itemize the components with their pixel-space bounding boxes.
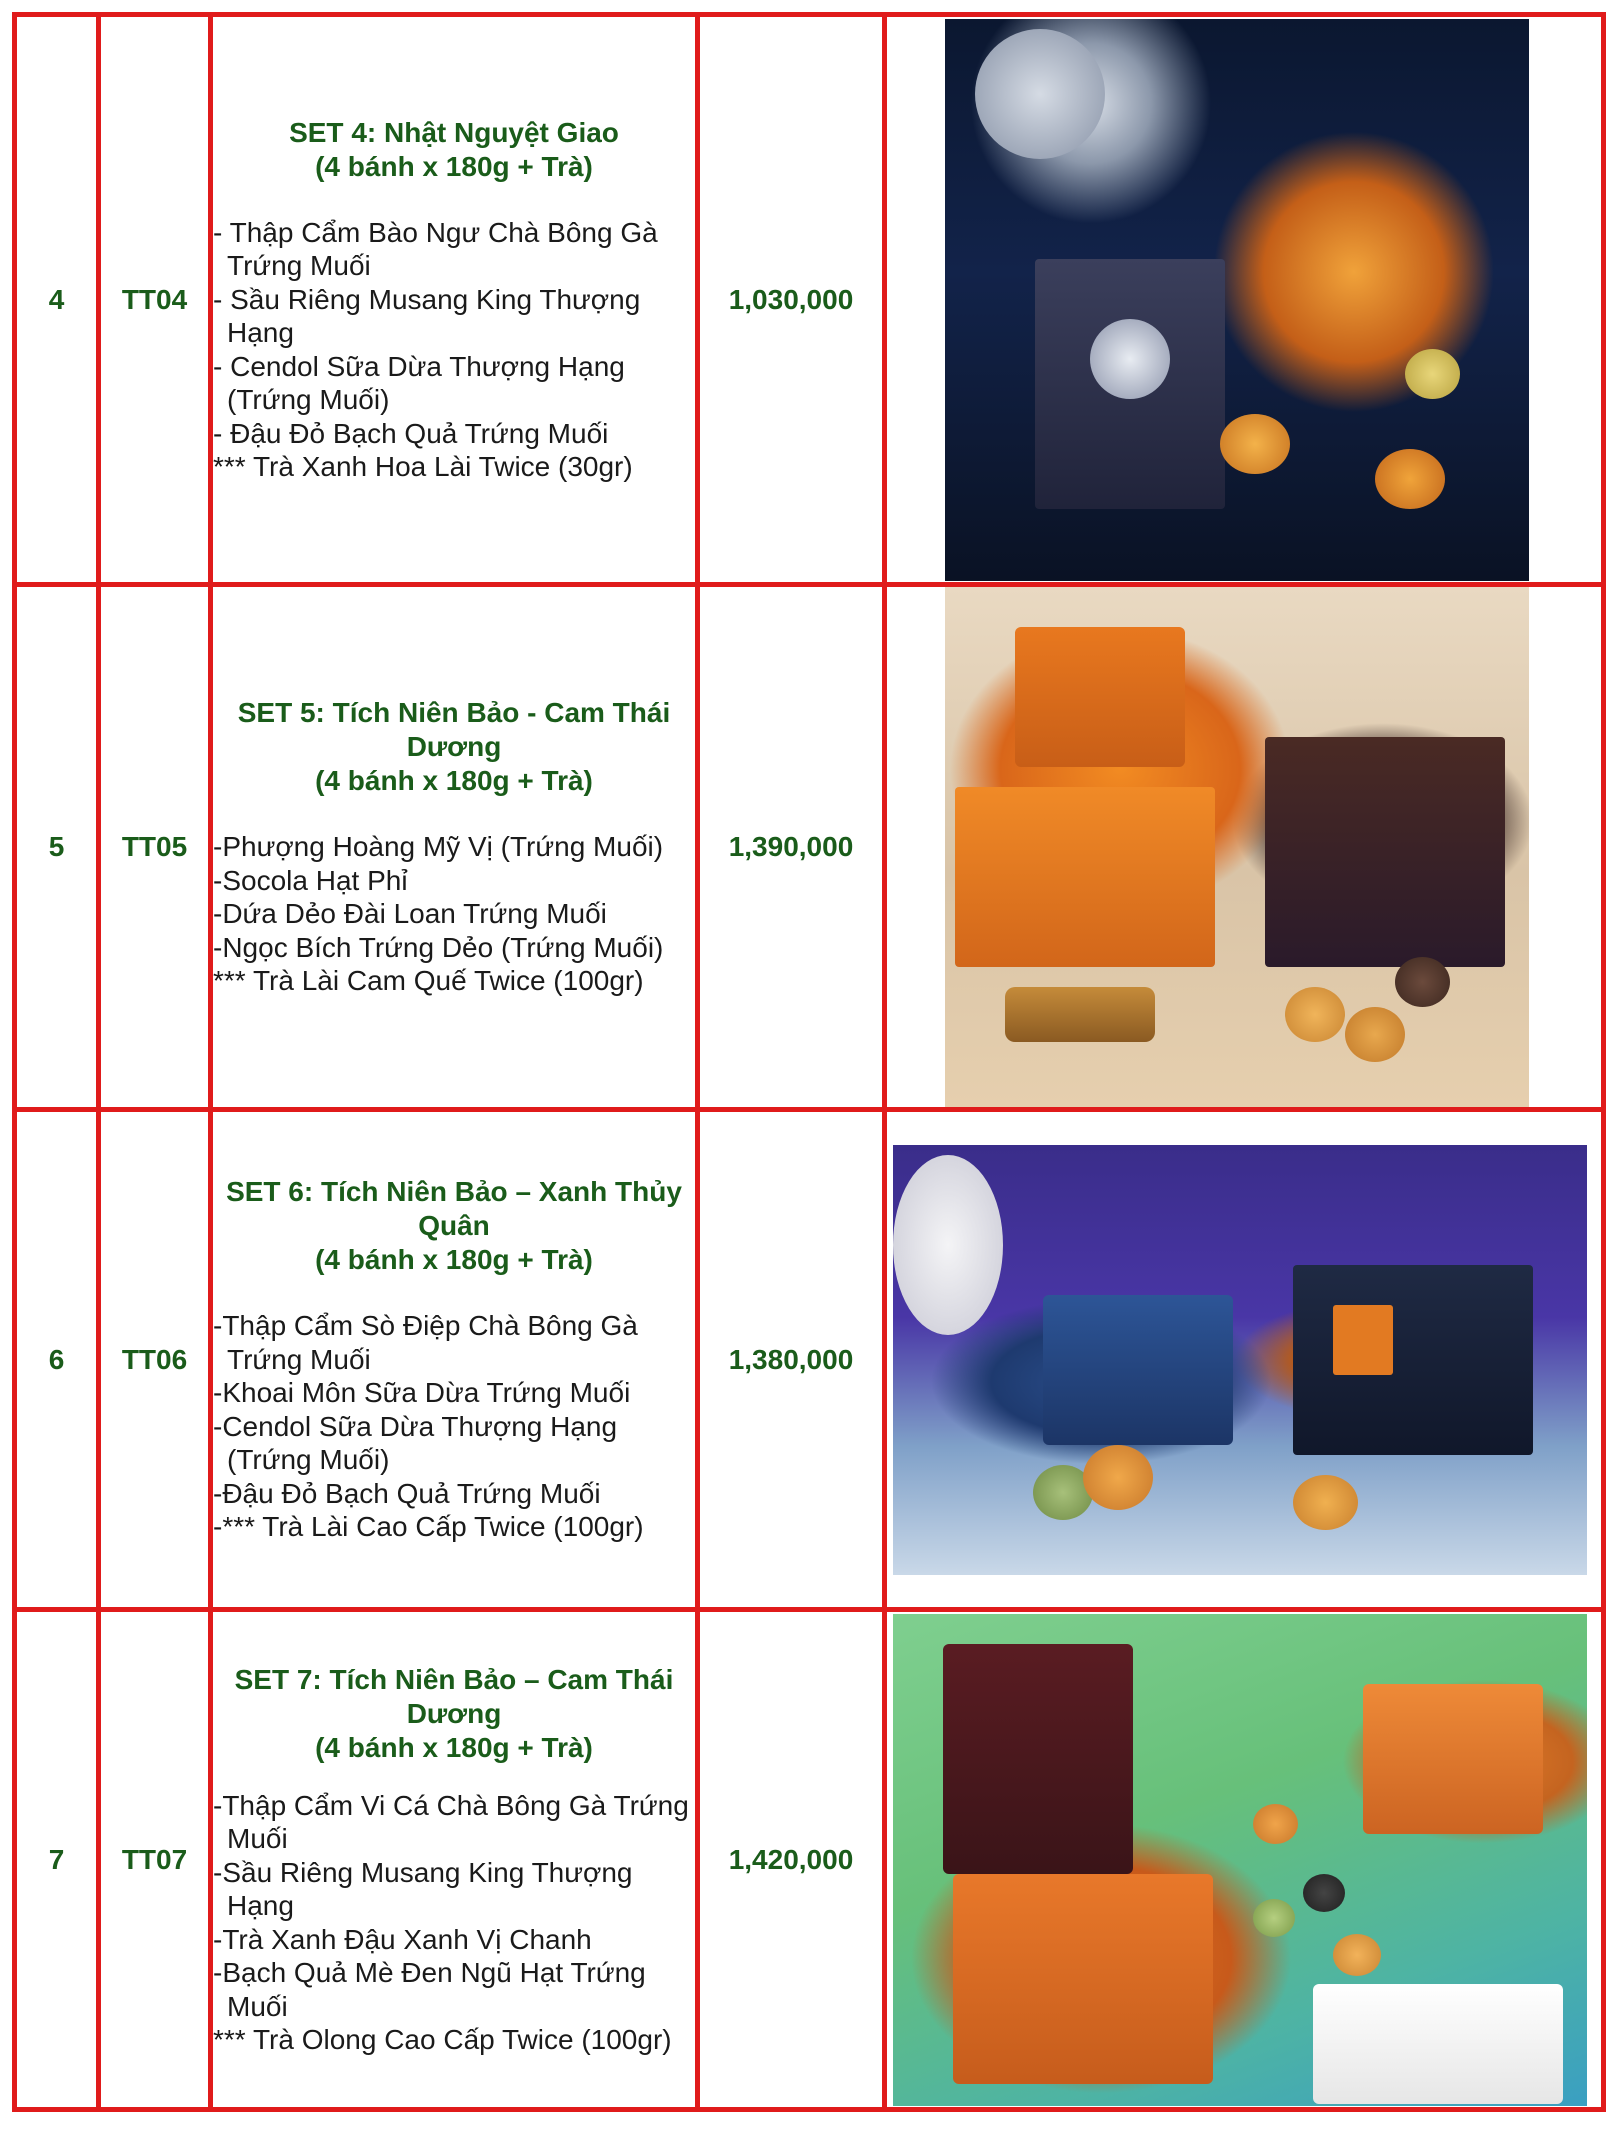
product-photo-cell <box>885 15 1604 585</box>
list-item: -Phượng Hoàng Mỹ Vị (Trứng Muối) <box>213 831 664 863</box>
list-item: -Ngọc Bích Trứng Dẻo (Trứng Muối) <box>213 931 664 963</box>
product-photo <box>945 19 1529 581</box>
product-description <box>211 15 698 585</box>
list-item: *** Trà Olong Cao Cấp Twice (100gr) <box>213 2024 672 2055</box>
product-table <box>12 12 1606 2112</box>
set-title: SET 5: Tích Niên Bảo - Cam Thái Dương (4 bánh x 180g + Trà) <box>237 697 671 797</box>
table-row <box>15 15 1604 585</box>
set-title: SET 7: Tích Niên Bảo – Cam Thái Dương (4 bánh x 180g + Trà) <box>234 1663 674 1763</box>
list-item: *** Trà Lài Cam Quế Twice (100gr) <box>213 965 644 997</box>
list-item: -Bạch Quả Mè Đen Ngũ Hạt Trứng Muối <box>213 1957 646 2022</box>
list-item: - Đậu Đỏ Bạch Quả Trứng Muối <box>213 417 609 449</box>
list-item: -Thập Cẩm Sò Điệp Chà Bông Gà Trứng Muối <box>213 1310 638 1375</box>
price: 1,390,000 <box>698 585 885 1110</box>
list-item: - Thập Cẩm Bào Ngư Chà Bông Gà Trứng Muối <box>213 216 658 281</box>
product-photo-cell <box>885 585 1604 1110</box>
price: 1,030,000 <box>698 15 885 585</box>
price: 1,420,000 <box>698 1610 885 2110</box>
product-code: TT04 <box>99 15 211 585</box>
list-item: -Socola Hạt Phỉ <box>213 864 408 896</box>
product-photo-cell <box>885 1610 1604 2110</box>
product-description <box>211 1610 698 2110</box>
product-code: TT07 <box>99 1610 211 2110</box>
list-item: -Dứa Dẻo Đài Loan Trứng Muối <box>213 898 607 930</box>
product-photo-cell <box>885 1110 1604 1610</box>
product-photo <box>893 1614 1587 2106</box>
list-item: - Sầu Riêng Musang King Thượng Hạng <box>213 283 641 348</box>
price: 1,380,000 <box>698 1110 885 1610</box>
product-photo <box>893 1145 1587 1575</box>
product-description <box>211 585 698 1110</box>
item-list <box>213 830 695 998</box>
item-list <box>213 1789 695 2057</box>
table-row <box>15 1110 1604 1610</box>
list-item: -Sầu Riêng Musang King Thượng Hạng <box>213 1856 633 1921</box>
item-list <box>213 216 695 484</box>
product-description <box>211 1110 698 1610</box>
list-item: -Đậu Đỏ Bạch Quả Trứng Muối <box>213 1477 601 1509</box>
row-number: 5 <box>15 585 99 1110</box>
row-number: 7 <box>15 1610 99 2110</box>
table-row <box>15 1610 1604 2110</box>
product-code: TT06 <box>99 1110 211 1610</box>
set-title: SET 6: Tích Niên Bảo – Xanh Thủy Quân (4 bánh x 180g + Trà) <box>226 1176 682 1276</box>
list-item: *** Trà Xanh Hoa Lài Twice (30gr) <box>213 451 633 482</box>
product-code: TT05 <box>99 585 211 1110</box>
list-item: -*** Trà Lài Cao Cấp Twice (100gr) <box>213 1511 644 1543</box>
table-row <box>15 585 1604 1110</box>
list-item: - Cendol Sữa Dừa Thượng Hạng (Trứng Muối) <box>213 350 625 415</box>
list-item: -Cendol Sữa Dừa Thượng Hạng (Trứng Muối) <box>213 1410 618 1476</box>
set-title: SET 4: Nhật Nguyệt Giao (4 bánh x 180g + Trà) <box>289 116 619 182</box>
list-item: -Trà Xanh Đậu Xanh Vị Chanh <box>213 1923 592 1955</box>
item-list <box>213 1309 695 1544</box>
row-number: 6 <box>15 1110 99 1610</box>
product-photo <box>945 587 1529 1107</box>
row-number: 4 <box>15 15 99 585</box>
list-item: -Thập Cẩm Vi Cá Chà Bông Gà Trứng Muối <box>213 1789 689 1854</box>
list-item: -Khoai Môn Sữa Dừa Trứng Muối <box>213 1377 631 1409</box>
